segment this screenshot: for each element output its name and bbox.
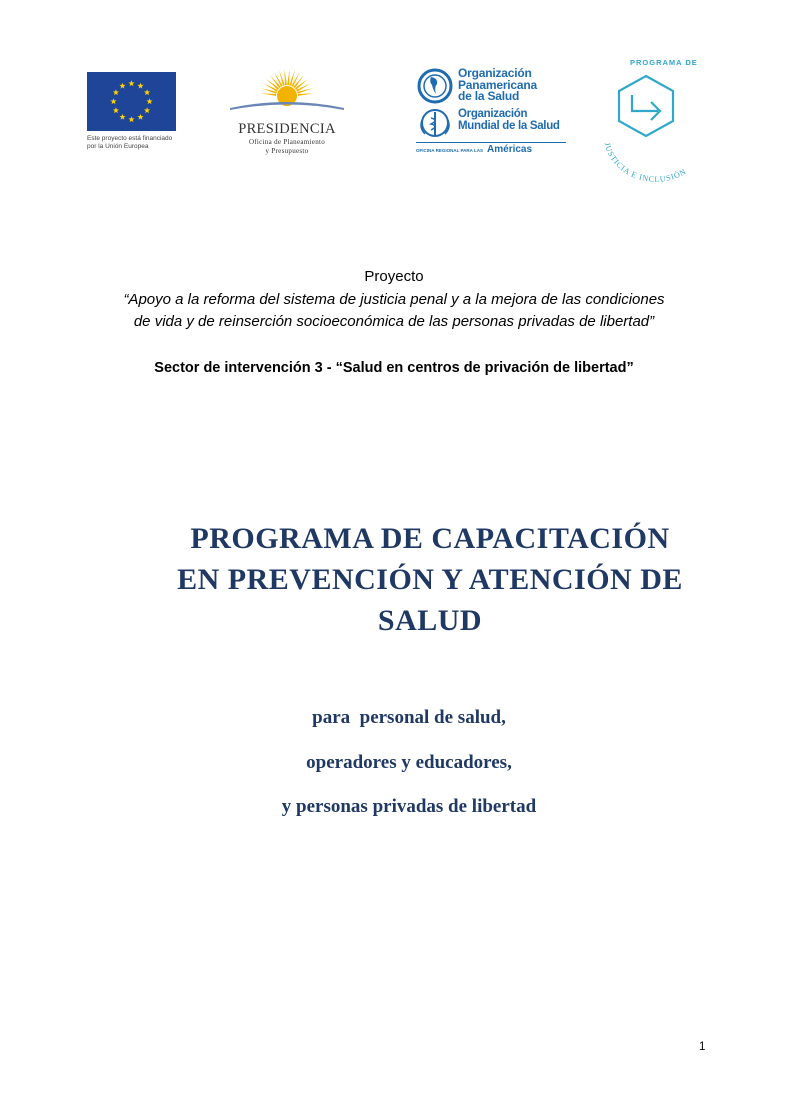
page-number: 1 [699, 1041, 706, 1053]
quote-line1: “Apoyo a la reforma del sistema de justicia penal y a la mejora de las condiciones [123, 291, 665, 308]
sun-icon [226, 66, 348, 114]
presidencia-sub1: Oficina de Planeamiento [248, 138, 326, 146]
justicia-top-label: PROGRAMA DE [630, 58, 698, 67]
oms-americas: Américas [487, 144, 533, 155]
eu-caption-line2: por la Unión Europea [87, 143, 149, 150]
ops-emblem-icon [416, 68, 454, 104]
audience-line3: y personas privadas de libertad [281, 796, 537, 817]
ops-line2: Panamericana [458, 77, 537, 92]
who-emblem-icon [416, 108, 454, 140]
oms-regional: OFICINA REGIONAL PARA LAS [416, 148, 484, 153]
sun-ray [260, 93, 276, 96]
project-quote [0, 289, 788, 333]
eu-caption-line1: Este proyecto está financiado [87, 135, 173, 142]
presidencia-sub2: y Presupuesto [265, 147, 309, 155]
title-line3: SALUD [377, 604, 483, 637]
ops-oms-logo [416, 68, 566, 155]
quote-line2: de vida y de reinserción socioeconómica de las personas privadas de libertad” [133, 313, 655, 330]
document-title [130, 518, 730, 641]
svg-text:JUSTICIA E INCLUSIÓN [603, 142, 688, 184]
eu-flag-icon [87, 72, 176, 131]
title-line2: EN PREVENCIÓN Y ATENCIÓN DE [177, 563, 683, 596]
presidencia-logo [226, 66, 348, 156]
sun-ray [298, 93, 314, 96]
justicia-arc-label: JUSTICIA E INCLUSIÓN [602, 141, 689, 184]
oms-line2: Mundial de la Salud [458, 120, 560, 132]
ops-line3: de la Salud [458, 89, 520, 103]
presidencia-name: PRESIDENCIA [238, 121, 336, 137]
audience-line2: operadores y educadores, [306, 752, 512, 773]
title-line1: PROGRAMA DE CAPACITACIÓN [190, 522, 670, 555]
justicia-inclusion-logo [596, 55, 718, 185]
hexagon-arrow-icon [619, 76, 673, 136]
proyecto-label: Proyecto [364, 268, 424, 285]
audience-line1: para personal de salud, [312, 707, 506, 728]
sector-heading: Sector de intervención 3 - “Salud en centros de privación de libertad” [154, 360, 634, 376]
eu-logo [87, 72, 187, 151]
oms-line1: Organización [458, 108, 528, 120]
sun-ray [284, 69, 287, 85]
sun-ray [287, 69, 290, 85]
ops-line1: Organización [458, 66, 532, 80]
